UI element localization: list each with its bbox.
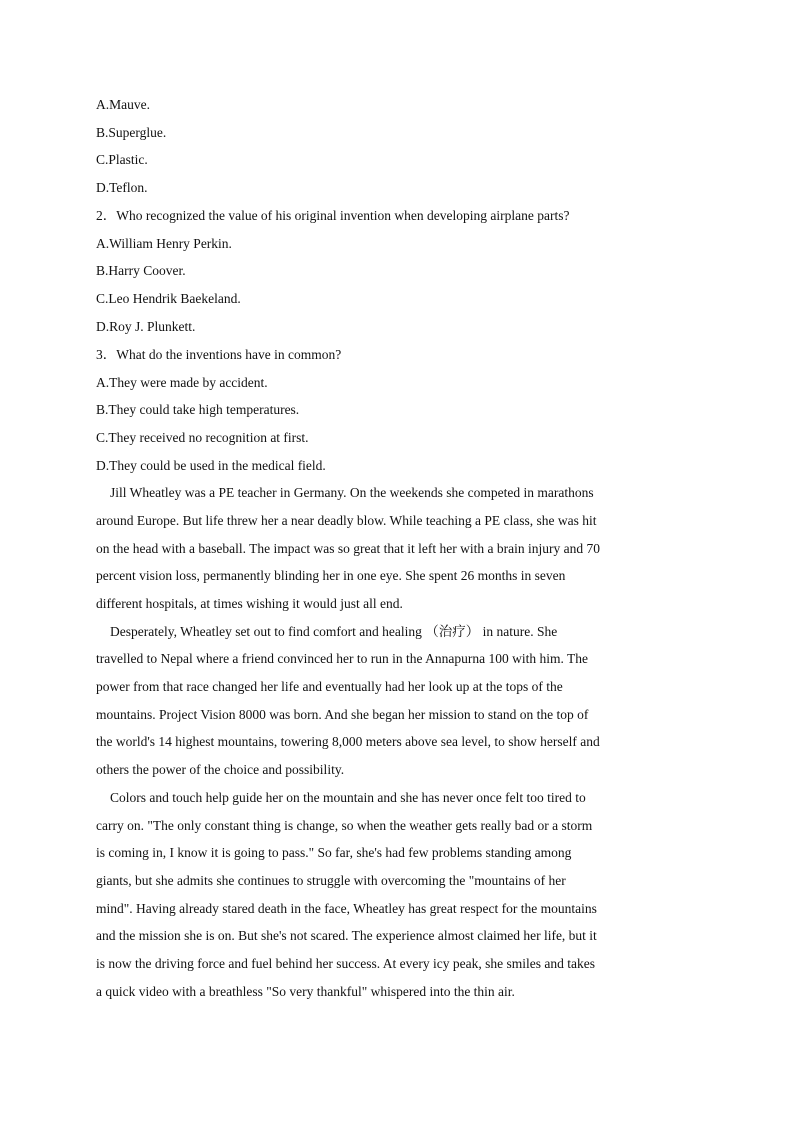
paragraph-line: the world's 14 highest mountains, towering 8,000 meters above sea level, to show herself and — [96, 734, 600, 750]
paragraph-2 — [96, 618, 696, 784]
question2-stem: 2．Who recognized the value of his original invention when developing airplane parts? — [96, 207, 570, 223]
paragraph-line: is coming in, I know it is going to pass." So far, she's had few problems standing among — [96, 845, 572, 861]
paragraph-line: Jill Wheatley was a PE teacher in Germany. On the weekends she competed in marathons — [110, 485, 594, 501]
question2 — [96, 202, 696, 341]
option-a: A.They were made by accident. — [96, 374, 268, 390]
paragraph-line: a quick video with a breathless "So very thankful" whispered into the thin air. — [96, 983, 515, 999]
option-d: D.Roy J. Plunkett. — [96, 318, 196, 334]
option-a: A.William Henry Perkin. — [96, 235, 232, 251]
option-c: C.They received no recognition at first. — [96, 429, 309, 445]
paragraph-line: different hospitals, at times wishing it would just all end. — [96, 596, 403, 611]
paragraph-1 — [96, 479, 696, 617]
paragraph-line: power from that race changed her life and eventually had her look up at the tops of the — [96, 679, 563, 695]
paragraph-line: is now the driving force and fuel behind her success. At every icy peak, she smiles and takes — [96, 955, 595, 971]
option-b: B.Superglue. — [96, 124, 167, 140]
paragraph-line: on the head with a baseball. The impact was so great that it left her with a brain injury and 70 — [96, 540, 600, 556]
question3-stem: 3．What do the inventions have in common? — [96, 346, 342, 362]
option-b: B.They could take high temperatures. — [96, 402, 300, 418]
paragraph-line: mountains. Project Vision 8000 was born. And she began her mission to stand on the top of — [96, 706, 589, 722]
option-d: D.Teflon. — [96, 180, 148, 196]
paragraph-line: carry on. "The only constant thing is change, so when the weather gets really bad or a storm — [96, 817, 593, 833]
question3 — [96, 341, 696, 480]
paragraph-line: others the power of the choice and possibility. — [96, 762, 345, 778]
reading-passage — [96, 479, 696, 1005]
question1-options — [96, 91, 696, 202]
paragraph-line: mind". Having already stared death in the face, Wheatley has great respect for the mountains — [96, 900, 597, 916]
paragraph-line: Desperately, Wheatley set out to find comfort and healing （治疗） in nature. She — [110, 623, 558, 639]
document-page — [96, 91, 696, 1005]
paragraph-line: and the mission she is on. But she's not scared. The experience almost claimed her life, but it — [96, 928, 597, 944]
paragraph-line: Colors and touch help guide her on the mountain and she has never once felt too tired to — [110, 789, 586, 805]
paragraph-line: percent vision loss, permanently blinding her in one eye. She spent 26 months in seven — [96, 568, 566, 584]
option-a: A.Mauve. — [96, 97, 150, 112]
paragraph-3 — [96, 784, 696, 1006]
option-d: D.They could be used in the medical field. — [96, 457, 326, 473]
paragraph-line: around Europe. But life threw her a near deadly blow. While teaching a PE class, she was hit — [96, 512, 597, 528]
paragraph-line: travelled to Nepal where a friend convinced her to run in the Annapurna 100 with him. The — [96, 651, 588, 667]
option-c: C.Plastic. — [96, 152, 148, 168]
option-b: B.Harry Coover. — [96, 263, 186, 279]
paragraph-line: giants, but she admits she continues to struggle with overcoming the "mountains of her — [96, 872, 566, 888]
option-c: C.Leo Hendrik Baekeland. — [96, 291, 241, 307]
